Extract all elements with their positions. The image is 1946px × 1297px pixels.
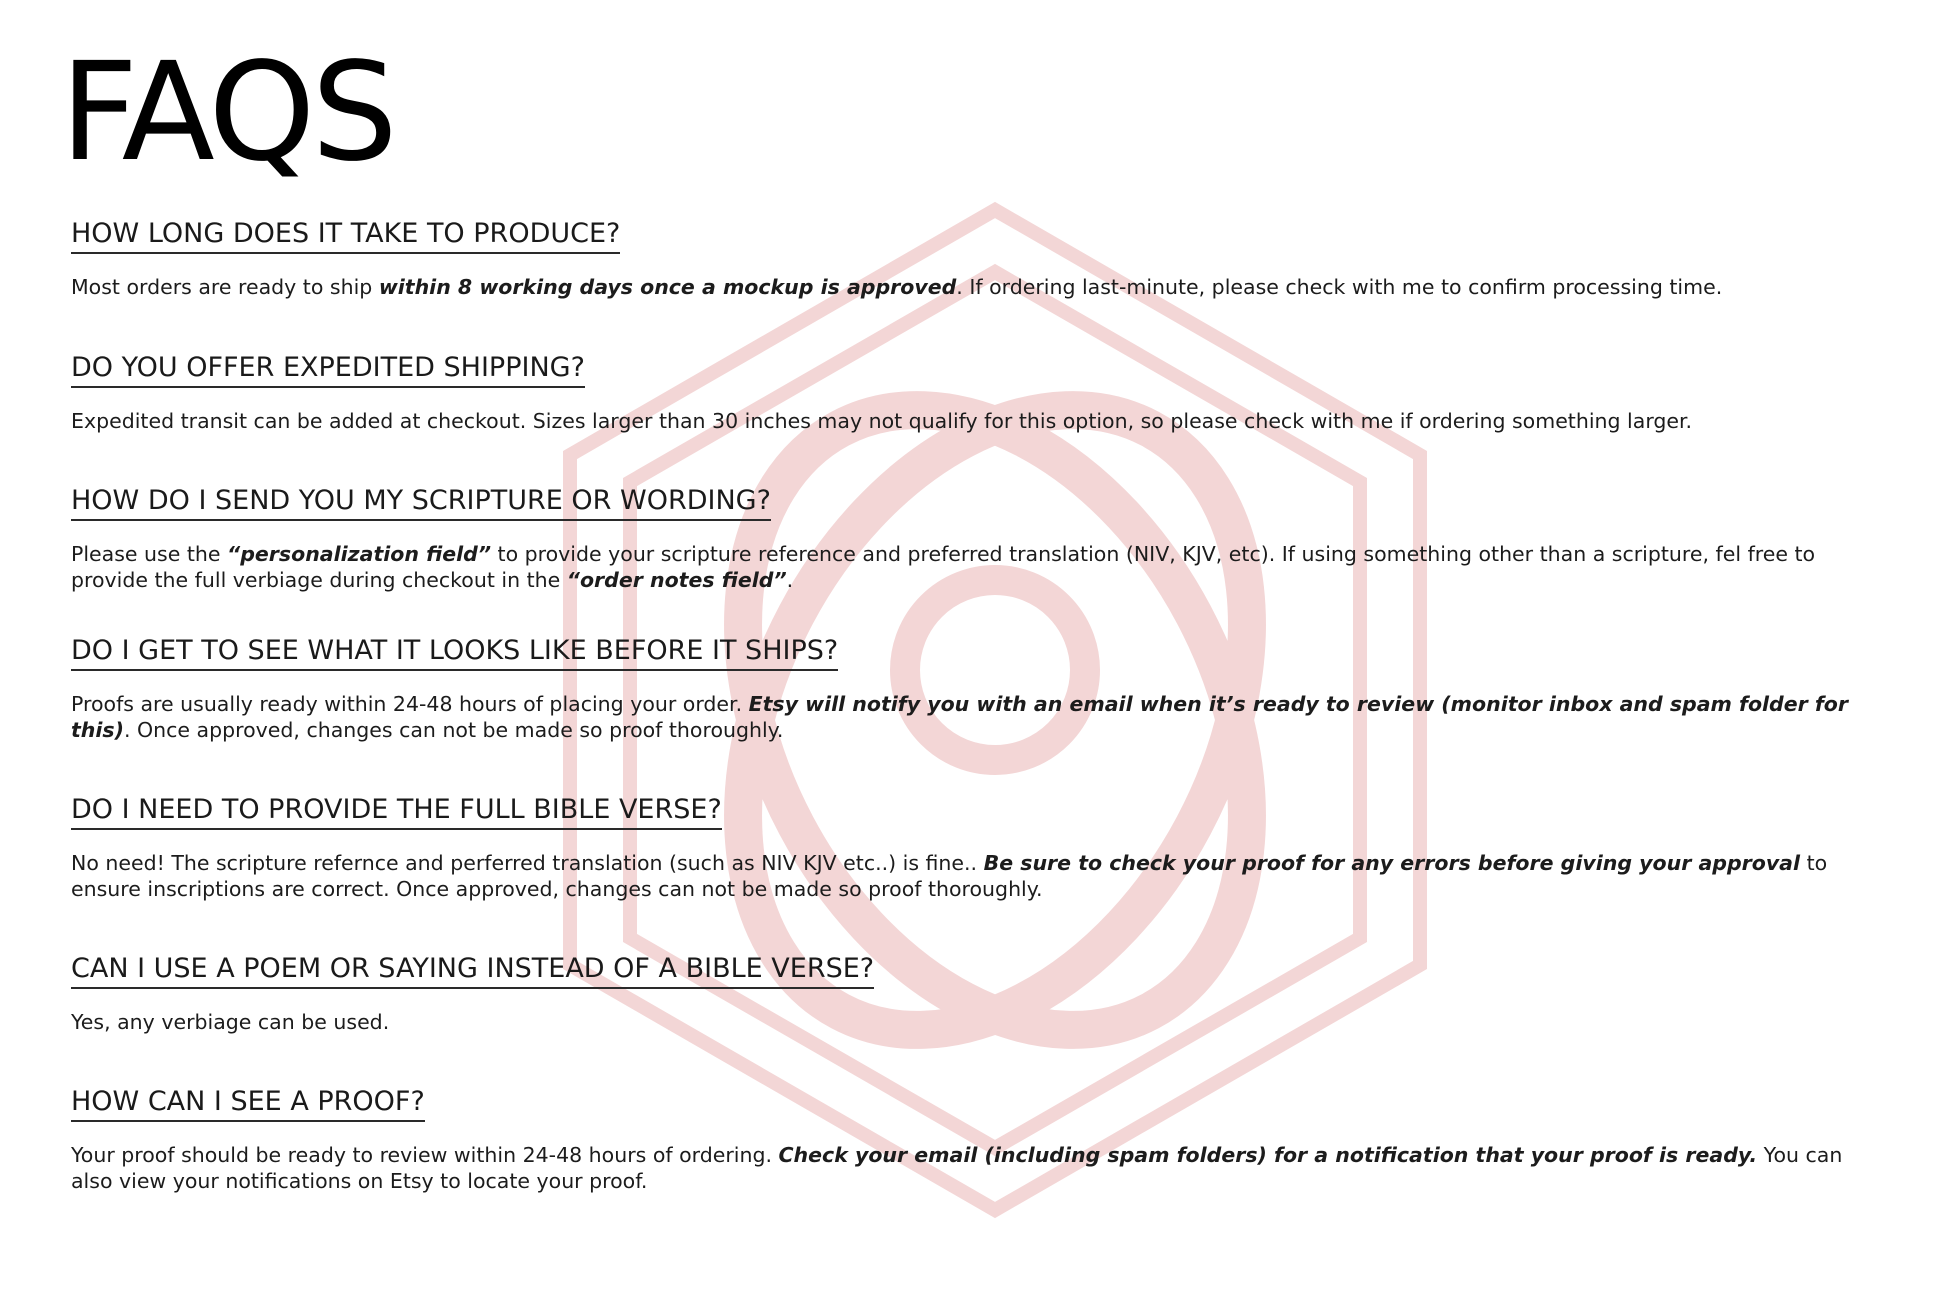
page-title: FAQS [60, 34, 394, 192]
faq-answer [71, 691, 1871, 743]
answer-text: Yes, any verbiage can be used. [71, 1010, 390, 1034]
answer-emphasis: “order notes field” [566, 568, 787, 592]
answer-text: Proofs are usually ready within 24-48 hours of placing your order. [71, 692, 749, 716]
answer-emphasis: Etsy will notify you with an email when it’s ready to review (monitor inbox and spam folder for this) [71, 692, 1848, 742]
answer-text: Most orders are ready to ship [71, 275, 379, 299]
faq-question: DO I GET TO SEE WHAT IT LOOKS LIKE BEFORE IT SHIPS? [71, 634, 838, 671]
faq-answer [71, 541, 1871, 593]
answer-text: Please use the [71, 542, 228, 566]
answer-text: . If ordering last-minute, please check with me to confirm processing time. [956, 275, 1723, 299]
faq-item [71, 634, 1871, 743]
answer-emphasis: Be sure to check your proof for any errors before giving your approval [983, 851, 1801, 875]
answer-text: No need! The scripture refernce and perferred translation (such as NIV KJV etc..) is fine.. [71, 851, 984, 875]
answer-text: to ensure inscriptions are correct. Once approved, changes can not be made so proof thoroughly. [71, 851, 1828, 901]
faq-question: HOW CAN I SEE A PROOF? [71, 1085, 425, 1122]
answer-text: . [786, 568, 794, 592]
answer-emphasis: “personalization field” [227, 542, 492, 566]
faq-answer [71, 408, 1871, 434]
faq-answer [71, 850, 1871, 902]
faq-question: HOW DO I SEND YOU MY SCRIPTURE OR WORDING? [71, 484, 771, 521]
faq-item [71, 217, 1871, 300]
faq-item [71, 1085, 1871, 1194]
faq-item [71, 351, 1871, 434]
faq-question: DO I NEED TO PROVIDE THE FULL BIBLE VERSE? [71, 793, 722, 830]
faq-question: CAN I USE A POEM OR SAYING INSTEAD OF A BIBLE VERSE? [71, 952, 874, 989]
faq-question: HOW LONG DOES IT TAKE TO PRODUCE? [71, 217, 620, 254]
answer-text: to provide your scripture reference and preferred translation (NIV, KJV, etc). If using something other than a scripture, fel free to provide the full verbiage during checkout in the [71, 542, 1816, 592]
answer-text: Your proof should be ready to review within 24-48 hours of ordering. [71, 1143, 779, 1167]
faq-question: DO YOU OFFER EXPEDITED SHIPPING? [71, 351, 585, 388]
faq-answer [71, 1009, 1871, 1035]
faq-answer [71, 274, 1871, 300]
faq-item [71, 952, 1871, 1035]
faq-answer [71, 1142, 1871, 1194]
faq-item [71, 484, 1871, 593]
answer-emphasis: Check your email (including spam folders) for a notification that your proof is ready. [778, 1143, 1758, 1167]
faq-item [71, 793, 1871, 902]
answer-emphasis: within 8 working days once a mockup is approved [378, 275, 957, 299]
answer-text: . Once approved, changes can not be made so proof thoroughly. [124, 718, 784, 742]
answer-text: You can also view your notifications on Etsy to locate your proof. [71, 1143, 1843, 1193]
answer-text: Expedited transit can be added at checkout. Sizes larger than 30 inches may not qualify for this option, so please check with me if ordering something larger. [71, 409, 1693, 433]
